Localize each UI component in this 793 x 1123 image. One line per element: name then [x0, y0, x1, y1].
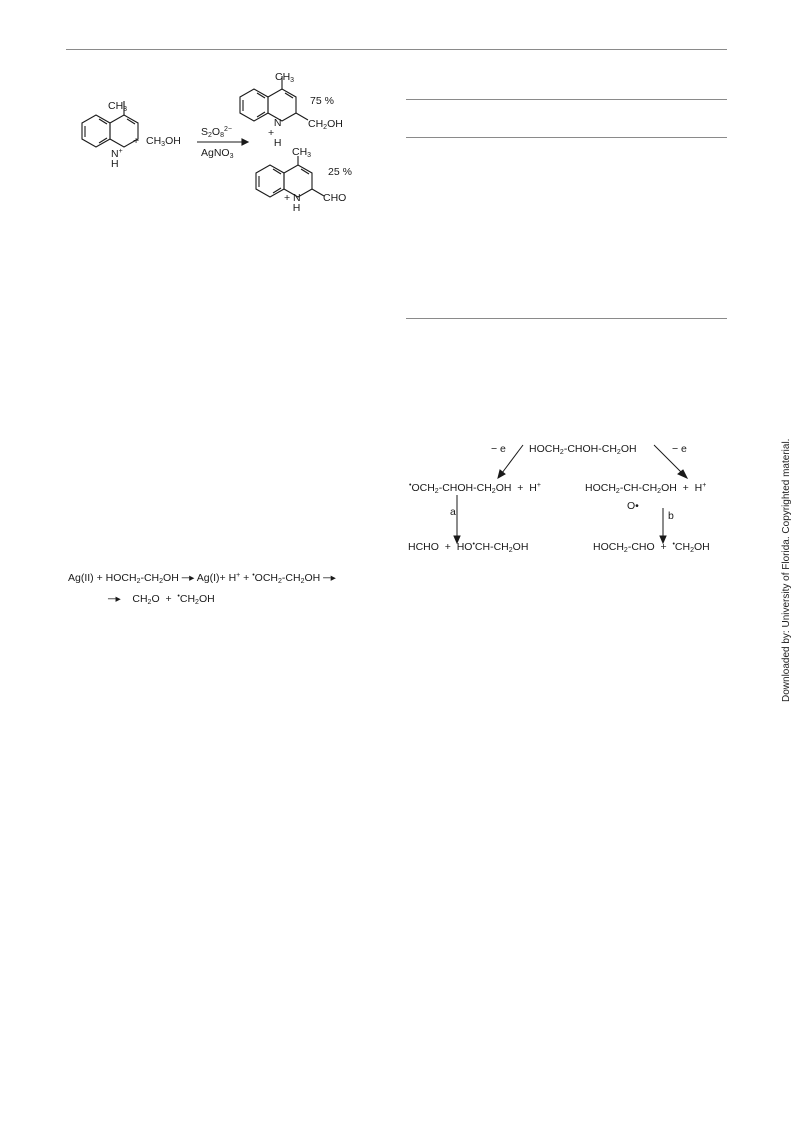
reaction-2-line-1: $Ag(II) + HOCH_2-CH_2OH$ ─▸ $Ag(I)+ H^+ + ^•OCH_2-CH_2OH$ ─▸: [68, 572, 336, 585]
methanol-label: $CH_3OH$: [146, 135, 181, 148]
reaction-2-line-2: ─▸ $CH_2O + ^•CH_2OH$: [108, 593, 215, 606]
scheme-glycerol: $HOCH_2-CHOH-CH_2OH$: [529, 443, 637, 456]
scheme-minus-e-left: − e: [491, 443, 506, 455]
reactant-plus-sign: +: [133, 135, 140, 147]
header-rule: [66, 49, 727, 50]
scheme-radical-right-oxygen: O•: [627, 500, 639, 512]
reaction-1-figure: [60, 60, 440, 230]
scheme-label-a: a: [450, 506, 456, 518]
product-1-structure: [240, 76, 308, 121]
product-1-yield: 75 %: [310, 95, 334, 107]
table-bottom-rule: [406, 318, 727, 319]
reagent-top-label: $S_2O_8^{2-}$: [201, 126, 232, 139]
product-2-structure: [256, 156, 324, 197]
product-2-yield: 25 %: [328, 166, 352, 178]
reactant-ch3-label: $CH_3$: [108, 100, 128, 113]
scheme-products-right: $HOCH_2$-CHO + $^•CH_2OH$: [593, 541, 710, 554]
product-2-substituent: CHO: [323, 192, 347, 204]
download-watermark: Downloaded by: University of Florida. Copyrighted material.: [781, 438, 792, 702]
scheme-label-b: b: [668, 510, 674, 522]
reagent-bottom-label: AgNO$_3$: [201, 147, 234, 160]
table-top-rule: [406, 99, 727, 100]
product-2-nh-label: + N H: [284, 192, 301, 214]
scheme-products-left: HCHO + $HO^•CH-CH_2OH$: [408, 541, 529, 554]
scheme-minus-e-right: − e: [672, 443, 687, 455]
product-1-nh-label: N + H: [268, 117, 282, 149]
product-1-substituent: $CH_2OH$: [308, 118, 343, 131]
reactant-nh-label: N+ H: [111, 148, 123, 170]
table-header-rule: [406, 137, 727, 138]
scheme-radical-left: $^•OCH_2-CHOH-CH_2OH + H^+$: [409, 482, 541, 495]
product-1-ch3-label: $CH_3$: [275, 71, 295, 84]
product-2-ch3-label: $CH_3$: [292, 146, 312, 159]
scheme-radical-right: $HOCH_2-CH-CH_2OH + H^+$: [585, 482, 707, 495]
